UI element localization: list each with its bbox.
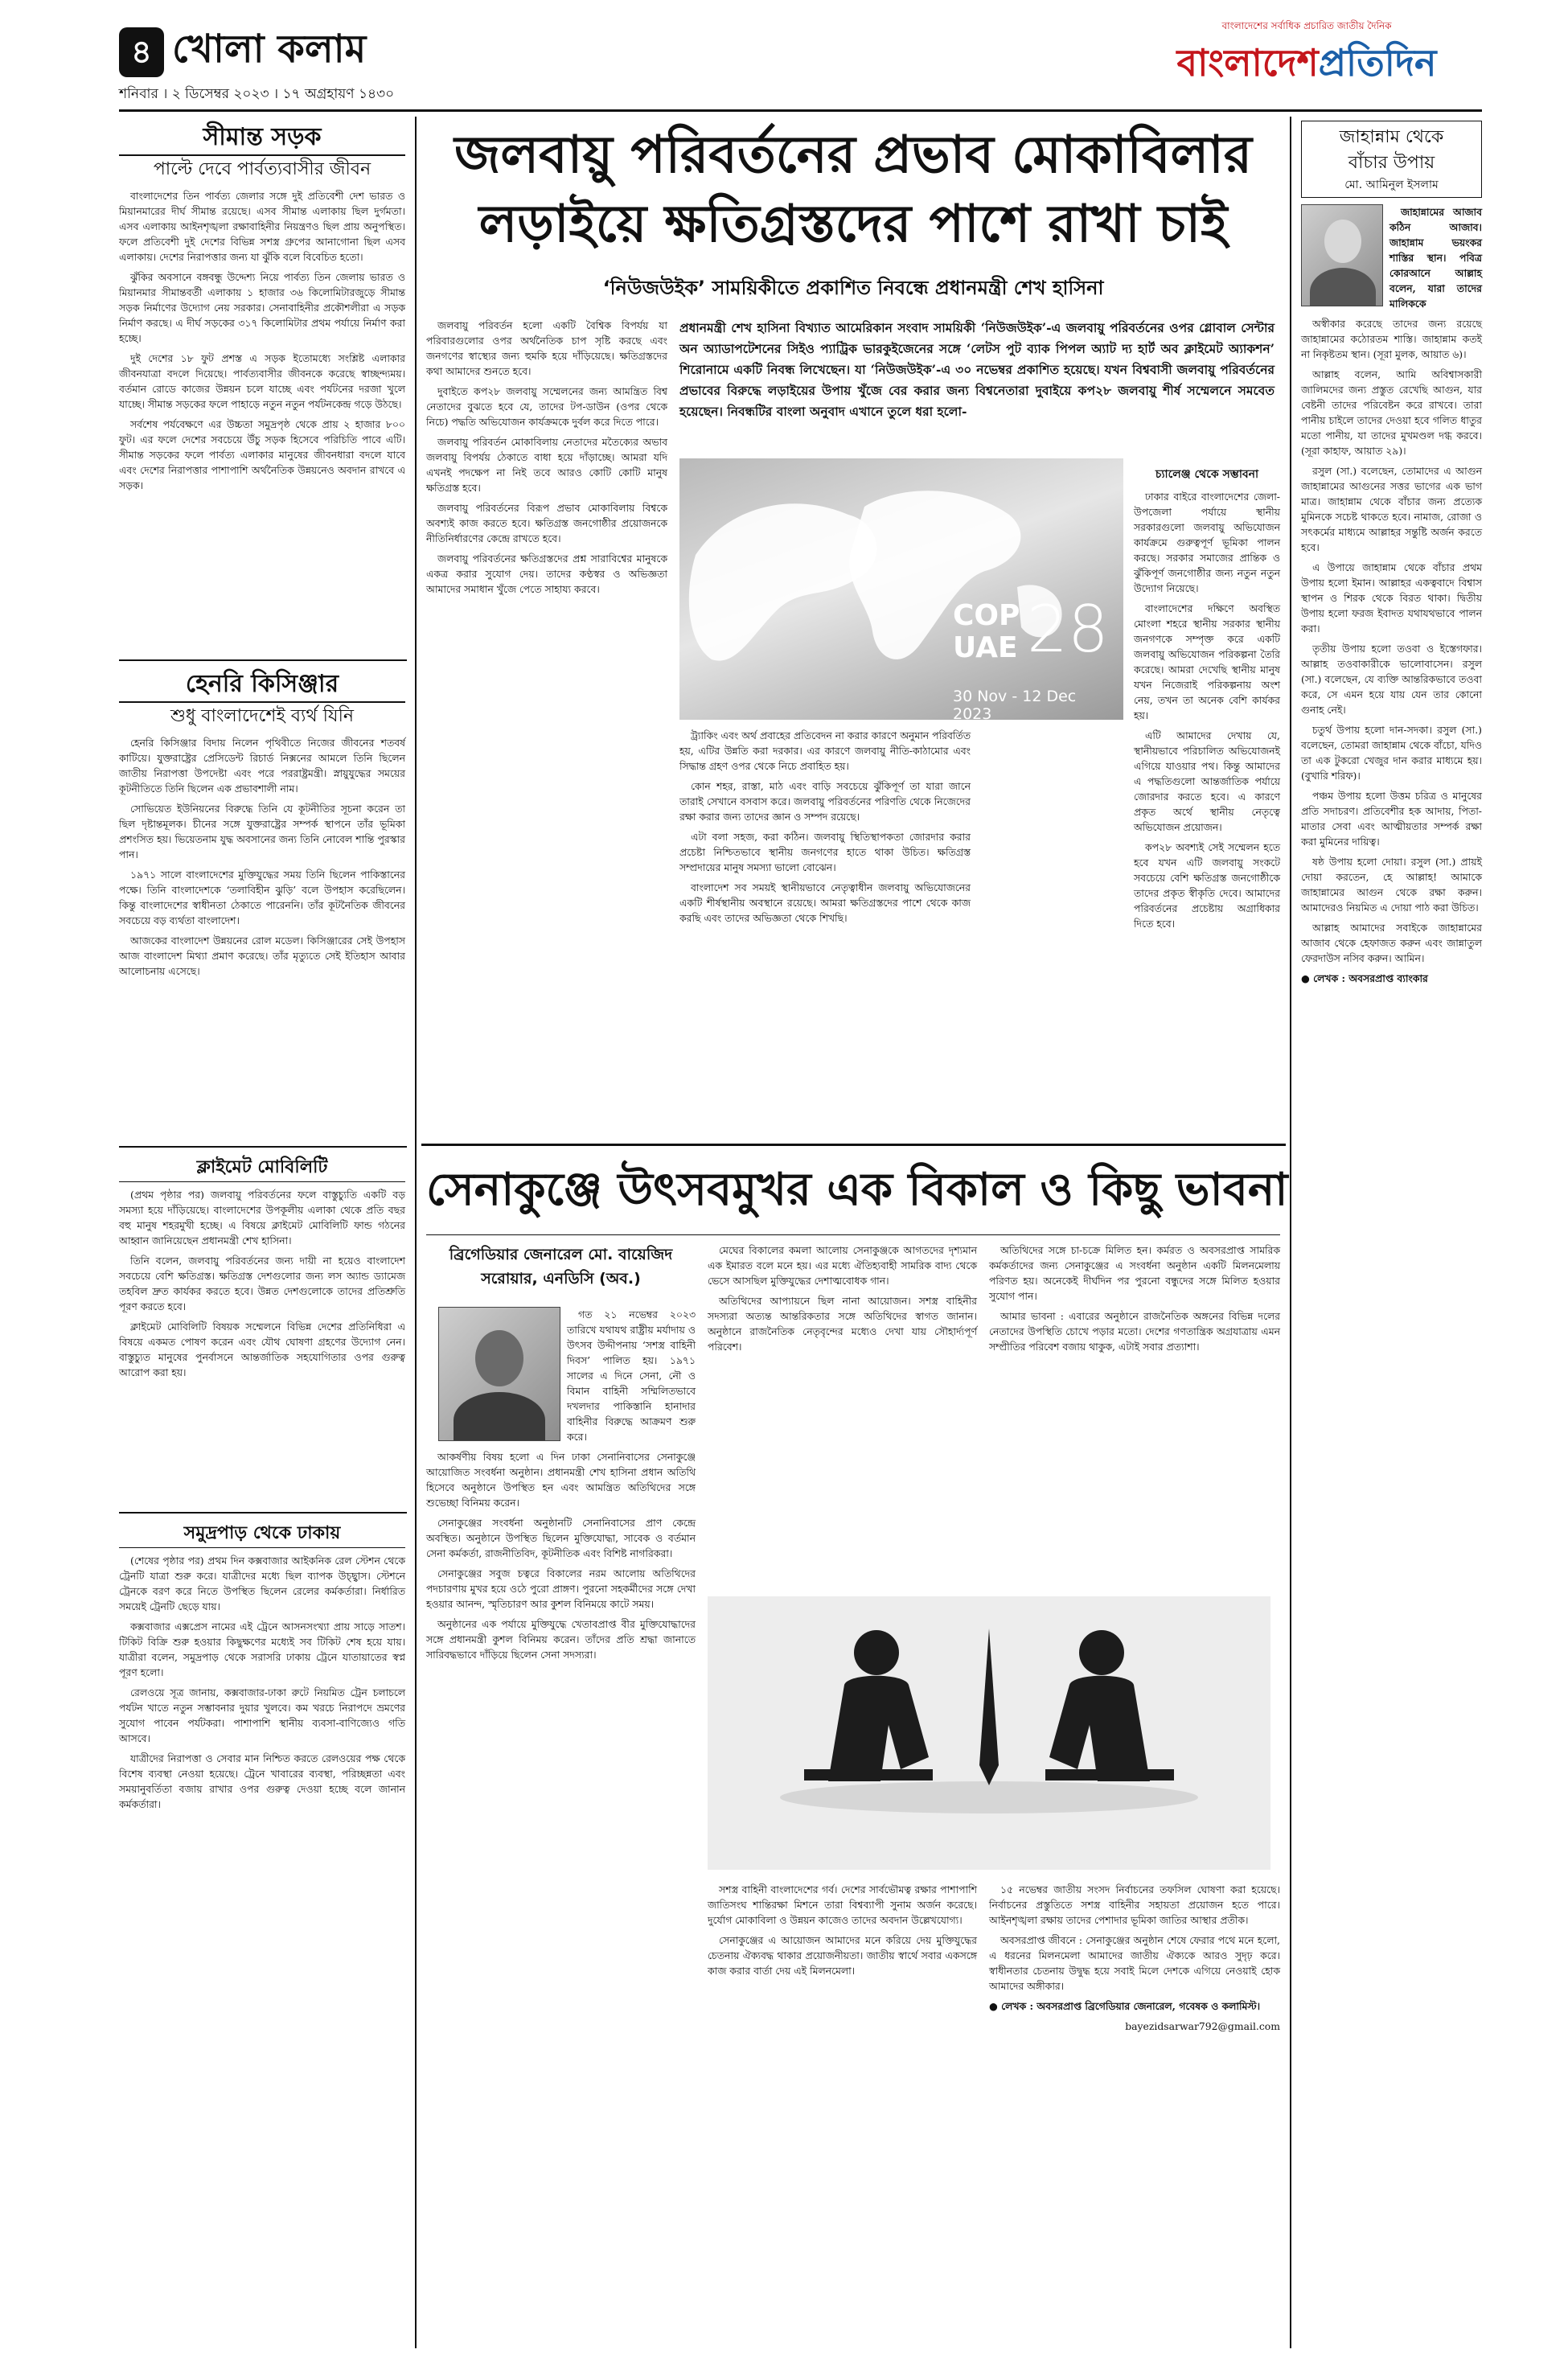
feature-paragraph: অনুষ্ঠানের এক পর্যায়ে মুক্তিযুদ্ধে খেতাবপ্রাপ্ত বীর মুক্তিযোদ্ধাদের সঙ্গে প্রধানমন্ত্রী কুশল বিনিময় করেন। তাঁদের প্রতি শ্রদ্ধা জানাতে সারিবদ্ধভাবে দাঁড়িয়ে ছিলেন সেনা সদস্যরা। — [426, 1618, 696, 1661]
lead-headline — [426, 121, 1280, 259]
feature-paragraph: সেনাকুঞ্জের সংবর্ধনা অনুষ্ঠানটি সেনানিবাসের প্রাণ কেন্দ্রে অবস্থিত। অনুষ্ঠানে উপস্থিত ছিলেন মুক্তিযোদ্ধা, সাবেক ও বর্তমান সেনা কর্মকর্তা, রাজনীতিবিদ, কূটনীতিক এবং বিশিষ্ট নাগরিকরা। — [426, 1517, 696, 1559]
feature-col-a — [426, 1307, 696, 1667]
article-title: সীমান্ত সড়ক — [119, 121, 405, 156]
feature-paragraph: গত ২১ নভেম্বর ২০২৩ তারিখে যথাযথ রাষ্ট্রীয় মর্যাদায় ও উৎসব উদ্দীপনায় ‘সশস্ত্র বাহিনী দিবস’ পালিত হয়। ১৯৭১ সালের এ দিনে সেনা, নৌ ও বিমান বাহিনী সম্মিলিতভাবে দখলদার পাকিস্তানি হানাদার বাহিনীর বিরুদ্ধে আক্রমণ শুরু করে। — [567, 1308, 696, 1443]
feature-paragraph: সশস্ত্র বাহিনী বাংলাদেশের গর্ব। দেশের সার্বভৌমত্ব রক্ষার পাশাপাশি জাতিসংঘ শান্তিরক্ষা মিশনে তারা বিশ্বব্যাপী সুনাম অর্জন করেছে। দুর্যোগ মোকাবিলা ও উন্নয়ন কাজেও তাদের অবদান উল্লেখযোগ্য। — [708, 1883, 977, 1926]
lead-paragraph: এটা বলা সহজ, করা কঠিন। জলবায়ু স্থিতিস্থাপকতা জোরদার করার প্রচেষ্টা নিশ্চিতভাবে স্থানীয় জনগণের হাতে থাকা উচিত। ক্ষতিগ্রস্ত সম্প্রদায়ের মানুষ সমস্যা ভালো বোঝেন। — [679, 831, 971, 873]
article-paragraph: ১৯৭১ সালে বাংলাদেশের মুক্তিযুদ্ধের সময় তিনি ছিলেন পাকিস্তানের পক্ষে। তিনি বাংলাদেশকে ‘তলাবিহীন ঝুড়ি’ বলে উপহাস করেছিলেন। কিন্তু বাংলাদেশের স্বাধীনতা ঠেকাতে পারেননি। তাঁর কূটনৈতিক জীবনের সবচেয়ে বড় ব্যর্থতা বাংলাদেশ। — [119, 869, 405, 926]
article-paragraph: ক্লাইমেট মোবিলিটি বিষয়ক সম্মেলনে বিভিন্ন দেশের প্রতিনিধিরা এ বিষয়ে একমত পোষণ করেন এবং যৌথ ঘোষণা গ্রহণের উদ্যোগ নেন। বাস্তুচ্যুত মানুষের পুনর্বাসনে আন্তর্জাতিক সহযোগিতার ওপর গুরুত্ব আরোপ করা হয়। — [119, 1320, 405, 1378]
section-title: খোলা কলাম — [172, 27, 367, 72]
lead-paragraph: বাংলাদেশ সব সময়ই স্থানীয়ভাবে নেতৃত্বাধীন জলবায়ু অভিযোজনের একটি শীর্ষস্থানীয় অবস্থানে রয়েছে। আমরা ক্ষতিগ্রস্তদের পাশে থেকে কাজ করছি এবং তাদের অভিজ্ঞতা থেকে শিখছি। — [679, 881, 971, 924]
lead-paragraph: দুবাইতে কপ২৮ জলবায়ু সম্মেলনের জন্য আমন্ত্রিত বিশ্ব নেতাদের বুঝতে হবে যে, তাদের টপ-ডাউন (ওপর থেকে নিচে) পদ্ধতি অভিযোজন কার্যক্রমকে দুর্বল করে দিতে পারে। — [426, 385, 667, 428]
article-subtitle: পাল্টে দেবে পার্বত্যবাসীর জীবন — [153, 159, 371, 179]
header-rule — [119, 109, 1482, 112]
page-number-badge — [119, 27, 164, 77]
feature-headline-rule — [426, 1234, 1280, 1235]
article-paragraph: দুই দেশের ১৮ ফুট প্রশস্ত এ সড়ক ইতোমধ্যে সংশ্লিষ্ট এলাকার জীবনযাত্রা বদলে দিয়েছে। পার্বত্যবাসীর জীবনকে করেছে স্বাচ্ছন্দ্যময়। বর্তমান রোডে কাজের উন্নয়ন চলে যাচ্ছে এবং পর্যটনের দরজা খুলে যাচ্ছে। সীমান্ত সড়কের ফলে পাহাড়ে নতুন নতুন পর্যটনকেন্দ্র গড়ে উঠছে। — [119, 352, 405, 410]
article-paragraph: সর্বশেষ পর্যবেক্ষণে এর উচ্চতা সমুদ্রপৃষ্ঠ থেকে প্রায় ২ হাজার ৮০০ ফুট। এর ফলে দেশের সবচেয়ে উঁচু সড়ক হিসেবে পরিচিতি পাবে এটি। সীমান্ত সড়কের ফলে পার্বত্য এলাকার মানুষের জীবনধারা বদলে যাবে এবং দেশের নিরাপত্তার পাশাপাশি অর্থনৈতিক উন্নয়নেও অবদান রাখবে এ সড়ক। — [119, 418, 405, 491]
brand-tagline: বাংলাদেশের সর্বাধিক প্রচারিত জাতীয় দৈনিক — [1221, 20, 1392, 31]
cop-logo-text: COP — [953, 599, 1020, 632]
feature-illustration — [708, 1596, 1270, 1870]
article-paragraph: পঞ্চম উপায় হলো উত্তম চরিত্র ও মানুষের প্রতি সদাচরণ। প্রতিবেশীর হক আদায়, পিতা-মাতার সেবা এবং আত্মীয়তার সম্পর্ক রক্ষা করা মুমিনের দায়িত্ব। — [1301, 790, 1482, 848]
lead-headline-line1: জলবায়ু পরিবর্তনের প্রভাব মোকাবিলার — [454, 125, 1252, 185]
lead-col-a — [426, 318, 667, 602]
lead-paragraph: জলবায়ু পরিবর্তন হলো একটি বৈশ্বিক বিপর্যয় যা পরিবারগুলোর ওপর অর্থনৈতিক চাপ সৃষ্টি করছে এবং জনগণের স্বাস্থ্যের জন্য হুমকি হয়ে দাঁড়িয়েছে। ক্ষতিগ্রস্তদের কথা আমাদের শুনতে হবে। — [426, 319, 667, 377]
border-road-article — [119, 121, 405, 498]
feature-headline: সেনাকুঞ্জে উৎসবমুখর এক বিকাল ও কিছু ভাবনা — [426, 1164, 1288, 1216]
article-paragraph: সোভিয়েত ইউনিয়নের বিরুদ্ধে তিনি যে কূটনীতির সূচনা করেন তা ছিল দৃষ্টান্তমূলক। চীনের সঙ্গে যুক্তরাষ্ট্রের সম্পর্ক স্থাপনে তাঁর ভূমিকা প্রশংসিত হয়। ভিয়েতনাম যুদ্ধ অবসানের জন্য তিনি নোবেল শান্তি পুরস্কার পান। — [119, 803, 405, 860]
divider-left — [415, 117, 417, 2348]
feature-author — [426, 1242, 696, 1291]
lead-headline-line2: লড়াইয়ে ক্ষতিগ্রস্তদের পাশে রাখা চাই — [478, 195, 1228, 254]
article-paragraph: তৃতীয় উপায় হলো তওবা ও ইস্তেগফার। আল্লাহ তওবাকারীকে ভালোবাসেন। রসুল (সা.) বলেছেন, যে ব্যক্তি আন্তরিকভাবে তওবা করে, সে এমন হয়ে যায় যেন তার কোনো গুনাহ নেই। — [1301, 643, 1482, 716]
article-paragraph: হেনরি কিসিঞ্জার বিদায় নিলেন পৃথিবীতে নিজের জীবনের শতবর্ষ কাটিয়ে। যুক্তরাষ্ট্রের প্রেসিডেন্ট রিচার্ড নিক্সনের আমলে তিনি ছিলেন জাতীয় নিরাপত্তা উপদেষ্টা এবং পরে পররাষ্ট্রমন্ত্রী। স্নায়ুযুদ্ধের সময়ের কূটনীতিতে তিনি ছিলেন এক প্রভাবশালী নাম। — [119, 737, 405, 795]
section-rule — [119, 1146, 407, 1148]
climate-mobility-article — [119, 1154, 405, 1385]
image-caption: 30 Nov - 12 Dec 2023 — [953, 688, 1077, 720]
meeting-silhouette-graphic — [708, 1596, 1270, 1870]
article-title-line1: জাহান্নাম থেকে — [1339, 127, 1444, 147]
feature-col-b-top — [708, 1242, 977, 1359]
section-rule — [119, 659, 407, 661]
feature-paragraph: সেনাকুঞ্জের সবুজ চত্বরে বিকালের নরম আলোয় অতিথিদের পদচারণায় মুখর হয়ে ওঠে পুরো প্রাঙ্গণ। পুরনো সহকর্মীদের সঙ্গে দেখা হওয়ার আনন্দ, স্মৃতিচারণ আর কুশল বিনিময়ে কাটে সময়। — [426, 1567, 696, 1610]
feature-paragraph: ১৫ নভেম্বর জাতীয় সংসদ নির্বাচনের তফসিল ঘোষণা করা হয়েছে। নির্বাচনের প্রস্তুতিতে সশস্ত্র বাহিনীর সহায়তা প্রয়োজন হতে পারে। আইনশৃঙ্খলা রক্ষায় তাদের পেশাদার ভূমিকা জাতির আস্থার প্রতীক। — [989, 1883, 1280, 1926]
article-paragraph: এ উপায়ে জাহান্নাম থেকে বাঁচার প্রথম উপায় হলো ইমান। আল্লাহর একত্ববাদে বিশ্বাস স্থাপন ও শিরক থেকে বিরত থাকা। দ্বিতীয় উপায় হলো ফরজ ইবাদত যথাযথভাবে পালন করা। — [1301, 561, 1482, 635]
uae-logo-text: UAE — [953, 631, 1018, 664]
lead-paragraph: কপ২৮ অবশ্যই সেই সম্মেলন হতে হবে যখন এটি জলবায়ু সংকটে সবচেয়ে বেশি ক্ষতিগ্রস্ত জনগোষ্ঠীকে তাদের প্রকৃত স্বীকৃতি দেবে। আমাদের পরিবর্তনের প্রচেষ্টায় অগ্রাধিকার দিতে হবে। — [1134, 841, 1280, 930]
article-paragraph: আল্লাহ বলেন, আমি অবিশ্বাসকারী জালিমদের জন্য প্রস্তুত রেখেছি আগুন, যার বেষ্টনী তাদের পরিবেষ্টন করে রাখবে। তারা পানীয় চাইলে তাদের দেওয়া হবে গলিত ধাতুর মতো পানীয়, যা তাদের মুখমণ্ডল দগ্ধ করবে। (সূরা কাহাফ, আয়াত ২৯)। — [1301, 368, 1482, 457]
author-name-line2: সরোয়ার, এনডিসি (অব.) — [481, 1270, 641, 1288]
feature-paragraph: অবসরপ্রাপ্ত জীবনে : সেনাকুঞ্জের অনুষ্ঠান শেষে ফেরার পথে মনে হলো, এ ধরনের মিলনমেলা আমাদের জাতীয় ঐক্যকে আরও সুদৃঢ় করে। স্বাধীনতার চেতনায় উদ্বুদ্ধ হয়ে সবাই মিলে দেশকে এগিয়ে নেওয়াই হোক আমাদের অঙ্গীকার। — [989, 1934, 1280, 1992]
cop-logo-number: 28 — [1027, 592, 1109, 667]
lead-paragraph: এটি আমাদের দেখায় যে, স্থানীয়ভাবে পরিচালিত অভিযোজনই এগিয়ে যাওয়ার পথ। কিন্তু আমাদের এ পদ্ধতিগুলো আন্তর্জাতিক পর্যায়ে জোরদার করতে হবে। এ কারণে প্রকৃত অর্থে স্থানীয় নেতৃত্বে অভিযোজন প্রয়োজন। — [1134, 729, 1280, 833]
feature-paragraph: আকর্ষণীয় বিষয় হলো এ দিন ঢাকা সেনানিবাসের সেনাকুঞ্জে আয়োজিত সংবর্ধনা অনুষ্ঠান। প্রধানমন্ত্রী শেখ হাসিনা প্রধান অতিথি হিসেবে অনুষ্ঠানে উপস্থিত হন এবং আমন্ত্রিত অতিথিদের সঙ্গে শুভেচ্ছা বিনিময় করেন। — [426, 1451, 696, 1509]
lead-paragraph: ট্র্যাকিং এবং অর্থ প্রবাহের প্রতিবেদন না করার কারণে অনুমান পরিবর্তিত হয়, এটির উন্নতি করা দরকার। এর কারণে জলবায়ু নীতি-কাঠামোর এবং সিদ্ধান্ত গ্রহণ ওপর থেকে নিচে প্রবাহিত হয়। — [679, 729, 971, 772]
kissinger-article — [119, 667, 405, 984]
columnist-photo — [1301, 204, 1383, 306]
article-paragraph: রেলওয়ে সূত্র জানায়, কক্সবাজার-ঢাকা রুটে নিয়মিত ট্রেন চলাচলে পর্যটন খাতে নতুন সম্ভাবনার দুয়ার খুলবে। কম খরচে নিরাপদে ভ্রমণের সুযোগ পাবেন পর্যটকরা। পাশাপাশি স্থানীয় ব্যবসা-বাণিজ্যেও গতি আসবে। — [119, 1686, 405, 1744]
feature-col-c-top — [989, 1242, 1280, 1359]
lead-byline: ‘নিউজউইক’ সাময়িকীতে প্রকাশিত নিবন্ধে প্রধানমন্ত্রী শেখ হাসিনা — [602, 277, 1104, 299]
article-paragraph: (শেষের পৃষ্ঠার পর) প্রথম দিন কক্সবাজার আইকনিক রেল স্টেশন থেকে ট্রেনটি যাত্রা শুরু করে। যাত্রীদের মধ্যে ছিল ব্যাপক উচ্ছ্বাস। স্টেশনে ট্রেনকে বরণ করে নিতে উপস্থিত ছিলেন রেলের কর্মকর্তারা। নির্ধারিত সময়েই ট্রেনটি ছেড়ে যায়। — [119, 1555, 405, 1612]
feature-paragraph: সেনাকুঞ্জের এ আয়োজন আমাদের মনে করিয়ে দেয় মুক্তিযুদ্ধের চেতনায় ঐক্যবদ্ধ থাকার প্রয়োজনীয়তা। জাতীয় স্বার্থে সবার একসঙ্গে কাজ করার বার্তা দেয় এই মিলনমেলা। — [708, 1934, 977, 1977]
feature-paragraph: অতিথিদের আপ্যায়নে ছিল নানা আয়োজন। সশস্ত্র বাহিনীর সদস্যরা অত্যন্ত আন্তরিকতার সঙ্গে অতিথিদের স্বাগত জানান। অনুষ্ঠানে রাজনৈতিক নেতৃবৃন্দের মধ্যেও দেখা যায় সৌহার্দ্যপূর্ণ পরিবেশ। — [708, 1295, 977, 1353]
date-line: শনিবার । ২ ডিসেম্বর ২০২৩ । ১৭ অগ্রহায়ণ ১৪৩০ — [119, 86, 395, 102]
lead-intro: প্রধানমন্ত্রী শেখ হাসিনা বিখ্যাত আমেরিকান সংবাদ সাময়িকী ‘নিউজউইক’-এ জলবায়ু পরিবর্তনের ওপর গ্লোবাল সেন্টার অন অ্যাডাপটেশনের সিইও প্যাট্রিক ভারকুইজেনের সঙ্গে ‘লেটস পুট ব্যাক পিপল অ্যাট দ্য হার্ট অব ক্লাইমেট অ্যাকশন’ শিরোনামে একটি নিবন্ধ লিখেছেন। যা ‘নিউজউইক’-এ ৩০ নভেম্বর প্রকাশিত হয়েছে। যখন বিশ্ববাসী জলবায়ু পরিবর্তনের প্রভাবের বিরুদ্ধে লড়াইয়ের উপায় খুঁজে বের করার জন্য বিশ্বনেতারা দুবাইয়ে কপ২৮ জলবায়ু শীর্ষ সম্মেলনে সমবেত হয়েছেন। নিবন্ধটির বাংলা অনুবাদ এখানে তুলে ধরা হলো- — [679, 320, 1275, 419]
feature-paragraph: মেঘের বিকালের কমলা আলোয় সেনাকুঞ্জকে আগতদের দৃশ্যমান এক ইমারত বলে মনে হয়। এর মধ্যে ঐতিহ্যবাহী সামরিক বাদ্য থেকে ভেসে আসছিল মুক্তিযুদ্ধের দেশাত্মবোধক গান। — [708, 1244, 977, 1287]
article-paragraph: চতুর্থ উপায় হলো দান-সদকা। রসুল (সা.) বলেছেন, তোমরা জাহান্নাম থেকে বাঁচো, যদিও তা এক টুকরো খেজুর দান করার মাধ্যমে হয়। (বুখারি শরিফ)। — [1301, 724, 1482, 782]
lead-paragraph: ঢাকার বাইরে বাংলাদেশের জেলা-উপজেলা পর্যায়ে স্থানীয় সরকারগুলো জলবায়ু অভিযোজন কার্যক্রমে গুরুত্বপূর্ণ ভূমিকা পালন করছে। সরকার সমাজের প্রান্তিক ও ঝুঁকিপূর্ণ জনগোষ্ঠীর জন্য নতুন নতুন উদ্যোগ নিয়েছে। — [1134, 491, 1280, 594]
author-note: ● লেখক : অবসরপ্রাপ্ত ব্রিগেডিয়ার জেনারেল, গবেষক ও কলামিস্ট। — [989, 2000, 1261, 2012]
feature-paragraph: অতিথিদের সঙ্গে চা-চক্রে মিলিত হন। কর্মরত ও অবসরপ্রাপ্ত সামরিক কর্মকর্তাদের জন্য সেনাকুঞ্জের এ সংবর্ধনা অনুষ্ঠান একটি মিলনমেলায় পরিণত হয়। অনেকেই দীর্ঘদিন পর পুরনো বন্ধুদের সঙ্গে মিলিত হওয়ার সুযোগ পান। — [989, 1244, 1280, 1302]
article-paragraph: বাংলাদেশের তিন পার্বত্য জেলার সঙ্গে দুই প্রতিবেশী দেশ ভারত ও মিয়ানমারের দীর্ঘ সীমান্ত রয়েছে। এসব সীমান্ত এলাকায় ছিল দুর্গমতা। এসব এলাকায় আইনশৃঙ্খলা রক্ষাবাহিনীর নিয়ন্ত্রণও ছিল প্রায় অনুপস্থিত। ফলে প্রতিবেশী দুই দেশের বিভিন্ন সশস্ত্র গ্রুপের আনাগোনা ছিল এসব এলাকায়। দেশের নিরাপত্তার জন্য যা ঝুঁকি বলে বিবেচিত হতো। — [119, 190, 405, 263]
section-rule — [119, 1512, 407, 1514]
sea-to-dhaka-article — [119, 1520, 405, 1817]
article-intro: জাহান্নামের আজাব কঠিন আজাব। জাহান্নাম ভয়ংকর শাস্তির স্থান। পবিত্র কোরআনে আল্লাহ বলেন, যারা তাদের মালিককে — [1389, 206, 1482, 310]
author-email[interactable]: bayezidsarwar792@gmail.com — [1125, 2020, 1280, 2032]
lead-paragraph: জলবায়ু পরিবর্তন মোকাবিলায় নেতাদের মতৈক্যের অভাব জলবায়ু বিপর্যয় ঠেকাতে বাধা হয়ে দাঁড়াচ্ছে। আমরা যদি এখনই পদক্ষেপ না নিই তবে আরও কোটি কোটি মানুষ ক্ষতিগ্রস্ত হবে। — [426, 436, 667, 494]
article-title: হেনরি কিসিঞ্জার — [119, 667, 405, 703]
feature-col-c-bottom — [989, 1882, 1280, 2039]
lead-bottom-rule — [421, 1144, 1286, 1146]
article-paragraph: ঝুঁকির অবসানে বঙ্গবন্ধু উদ্দেশ্য নিয়ে পার্বত্য তিন জেলায় ভারত ও মিয়ানমার সীমান্তবর্তী এলাকায় ১ হাজার ৩৬ কিলোমিটারজুড়ে সীমান্ত সড়ক নির্মাণের উদ্যোগ নেয় সরকার। সেনাবাহিনীর প্রকৌশলীরা এ সড়ক নির্মাণ করছে। এ দীর্ঘ সড়কের ৩১৭ কিলোমিটার প্রথম পর্যায়ে নির্মাণ করা হচ্ছে। — [119, 271, 405, 344]
lead-paragraph: কোন শহর, রাস্তা, মাঠ এবং বাড়ি সবচেয়ে ঝুঁকিপূর্ণ তা যারা জানে তারাই সেখানে বসবাস করে। জলবায়ু পরিবর্তনের পরিণতি থেকে নিজেদের রক্ষা করার জন্য তাদের জ্ঞান ও সম্পদ রয়েছে। — [679, 780, 971, 823]
article-title: সমুদ্রপাড় থেকে ঢাকায় — [119, 1520, 405, 1548]
article-paragraph: (প্রথম পৃষ্ঠার পর) জলবায়ু পরিবর্তনের ফলে বাস্তুচ্যুতি একটি বড় সমস্যা হয়ে দাঁড়িয়েছে। বাংলাদেশের উপকূলীয় এলাকা থেকে প্রতি বছর বহু মানুষ শহরমুখী হচ্ছে। এ বিষয়ে ক্লাইমেট মোবিলিটি ফান্ড গঠনের আহ্বান জানিয়েছেন প্রধানমন্ত্রী শেখ হাসিনা। — [119, 1189, 405, 1247]
divider-right — [1290, 117, 1291, 2348]
author-note: ● লেখক : অবসরপ্রাপ্ত ব্যাংকার — [1301, 972, 1428, 984]
subheading: চ্যালেঞ্জ থেকে সম্ভাবনা — [1155, 468, 1259, 481]
author-name-line1: ব্রিগেডিয়ার জেনারেল মো. বায়েজিদ — [449, 1246, 673, 1263]
masthead-logo — [1138, 19, 1476, 100]
article-paragraph: তিনি বলেন, জলবায়ু পরিবর্তনের জন্য দায়ী না হয়েও বাংলাদেশ সবচেয়ে বেশি ক্ষতিগ্রস্ত। ক্ষতিগ্রস্ত দেশগুলোর জন্য লস অ্যান্ড ড্যামেজ তহবিল দ্রুত কার্যকর করতে হবে। উন্নত দেশগুলোকে তাদের প্রতিশ্রুতি পূরণ করতে হবে। — [119, 1255, 405, 1312]
article-title: ক্লাইমেট মোবিলিটি — [119, 1154, 405, 1182]
article-paragraph: যাত্রীদের নিরাপত্তা ও সেবার মান নিশ্চিত করতে রেলওয়ের পক্ষ থেকে বিশেষ ব্যবস্থা নেওয়া হয়েছে। ট্রেনে খাবারের ব্যবস্থা, পরিচ্ছন্নতা এবং সময়ানুবর্তিতা বজায় রাখার ওপর গুরুত্ব দেওয়া হচ্ছে বলে জানান কর্মকর্তারা। — [119, 1752, 405, 1810]
article-author: মো. আমিনুল ইসলাম — [1344, 179, 1439, 191]
article-paragraph: আল্লাহ আমাদের সবাইকে জাহান্নামের আজাব থেকে হেফাজত করুন এবং জান্নাতুল ফেরদাউস নসিব করুন। আমিন। — [1301, 922, 1482, 964]
article-subtitle: শুধু বাংলাদেশেই ব্যর্থ যিনি — [170, 706, 355, 726]
lead-paragraph: জলবায়ু পরিবর্তনের বিরূপ প্রভাব মোকাবিলায় বিশ্বকে অবশ্যই কাজ করতে হবে। ক্ষতিগ্রস্ত জনগোষ্ঠীর প্রয়োজনকে নীতিনির্ধারণের কেন্দ্রে রাখতে হবে। — [426, 502, 667, 544]
brand-name-part2: প্রতিদিন — [1318, 41, 1437, 84]
hell-article — [1301, 121, 1482, 991]
lead-col-c — [1134, 458, 1280, 936]
article-paragraph: ষষ্ঠ উপায় হলো দোয়া। রসুল (সা.) প্রায়ই দোয়া করতেন, হে আল্লাহ! আমাকে জাহান্নামের আগুন থেকে রক্ষা করুন। আমাদেরও নিয়মিত এ দোয়া পাঠ করা উচিত। — [1301, 856, 1482, 914]
page-number: ৪ — [131, 34, 152, 71]
lead-paragraph: বাংলাদেশের দক্ষিণে অবস্থিত মোংলা শহরে স্থানীয় সরকার স্থানীয় জনগণকে সম্পৃক্ত করে একটি জলবায়ু অভিযোজন পরিকল্পনা তৈরি করেছে। আমরা দেখেছি স্থানীয় মানুষ যখন নিজেরাই পরিকল্পনায় অংশ নেয়, তখন তা অনেক বেশি কার্যকর হয়। — [1134, 602, 1280, 721]
lead-col-b — [679, 728, 971, 930]
article-paragraph: অস্বীকার করেছে তাদের জন্য রয়েছে জাহান্নামের কঠোরতম শাস্তি। জাহান্নাম কতই না নিকৃষ্টতম স্থান। (সূরা মুলক, আয়াত ৬)। — [1301, 318, 1482, 360]
article-paragraph: রসুল (সা.) বলেছেন, তোমাদের এ আগুন জাহান্নামের আগুনের সত্তর ভাগের এক ভাগ মাত্র। জাহান্নাম থেকে বাঁচার জন্য প্রত্যেক মুমিনকে সচেষ্ট থাকতে হবে। নামাজ, রোজা ও সৎকর্মের মাধ্যমে আল্লাহর সন্তুষ্টি অর্জন করতে হবে। — [1301, 465, 1482, 553]
article-paragraph: আজকের বাংলাদেশ উন্নয়নের রোল মডেল। কিসিঞ্জারের সেই উপহাস আজ বাংলাদেশ মিথ্যা প্রমাণ করেছে। তাঁর মৃত্যুতে সেই ইতিহাস আবার আলোচনায় এসেছে। — [119, 934, 405, 977]
feature-paragraph: আমার ভাবনা : এবারের অনুষ্ঠানে রাজনৈতিক অঙ্গনের বিভিন্ন দলের নেতাদের উপস্থিতি চোখে পড়ার মতো। দেশের গণতান্ত্রিক অগ্রযাত্রায় এমন সম্প্রীতির পরিবেশ বজায় থাকুক, এটাই সবার প্রত্যাশা। — [989, 1310, 1280, 1353]
lead-paragraph: জলবায়ু পরিবর্তনের ক্ষতিগ্রস্তদের প্রশ্ন সারাবিশ্বের মানুষকে একত্র করার সুযোগ দেয়। তাদের কণ্ঠস্বর ও অভিজ্ঞতা আমাদের সমাধান খুঁজে পেতে সাহায্য করবে। — [426, 552, 667, 595]
article-title-line2: বাঁচার উপায় — [1348, 153, 1435, 173]
brand-name-part1: বাংলাদেশ — [1176, 41, 1319, 84]
feature-col-b-bottom — [708, 1882, 977, 1983]
cop28-image — [679, 458, 1123, 720]
article-paragraph: কক্সবাজার এক্সপ্রেস নামের এই ট্রেনে আসনসংখ্যা প্রায় সাড়ে সাতশ। টিকিট বিক্রি শুরু হওয়ার কিছুক্ষণের মধ্যেই সব টিকিট শেষ হয়ে যায়। যাত্রীরা বলেন, সমুদ্রপাড় থেকে সরাসরি ঢাকায় ট্রেনে যাতায়াতের স্বপ্ন পূরণ হলো। — [119, 1620, 405, 1678]
